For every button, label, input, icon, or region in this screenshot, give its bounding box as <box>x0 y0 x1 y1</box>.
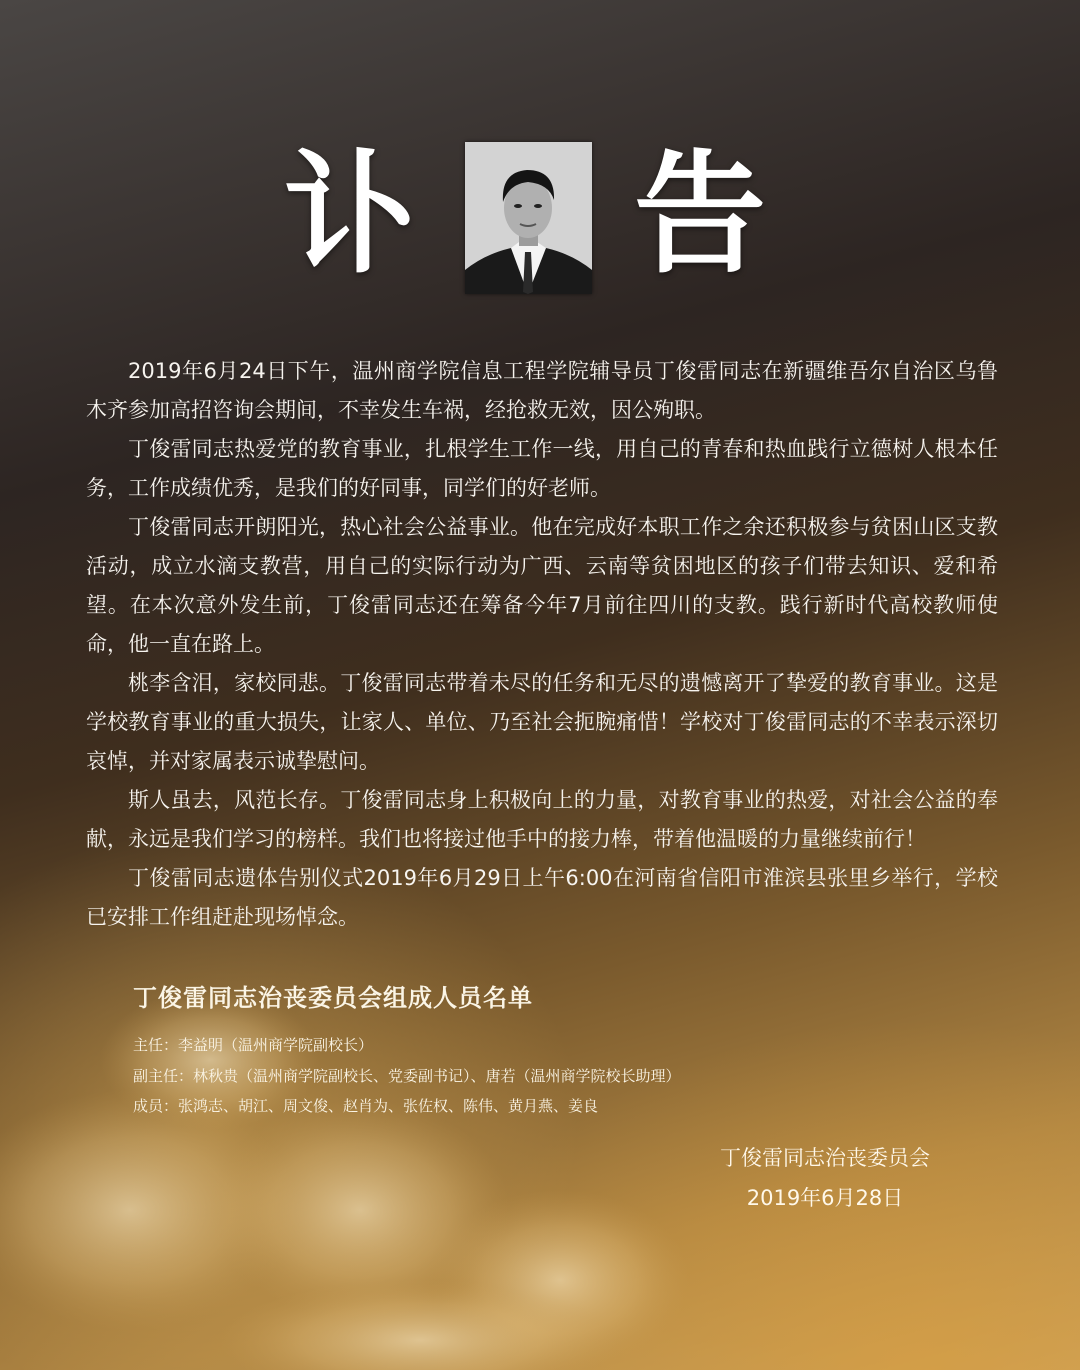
paragraph: 2019年6月24日下午，温州商学院信息工程学院辅导员丁俊雷同志在新疆维吾尔自治区乌鲁木齐参加高招咨询会期间，不幸发生车祸，经抢救无效，因公殉职。 <box>86 359 998 422</box>
paragraph: 丁俊雷同志遗体告别仪式2019年6月29日上午6:00在河南省信阳市淮滨县张里乡举行，学校已安排工作组赶赴现场悼念。 <box>86 866 998 929</box>
committee-chair: 主任：李益明（温州商学院副校长） <box>133 1036 374 1054</box>
paragraph: 丁俊雷同志热爱党的教育事业，扎根学生工作一线，用自己的青春和热血践行立德树人根本任务，工作成绩优秀，是我们的好同事，同学们的好老师。 <box>86 437 998 500</box>
signature-date: 2019年6月28日 <box>746 1186 904 1210</box>
portrait-photo <box>465 142 592 294</box>
committee-members: 成员：张鸿志、胡江、周文俊、赵肖为、张佐权、陈伟、黄月燕、姜良 <box>133 1097 599 1115</box>
title-char-left: 讣 <box>284 137 416 292</box>
obituary-body <box>86 352 998 937</box>
committee-heading: 丁俊雷同志治丧委员会组成人员名单 <box>133 983 533 1012</box>
paragraph: 斯人虽去，风范长存。丁俊雷同志身上积极向上的力量，对教育事业的热爱，对社会公益的奉献，永远是我们学习的榜样。我们也将接过他手中的接力棒，带着他温暖的力量继续前行！ <box>86 788 998 851</box>
title-char-right: 告 <box>634 137 766 292</box>
paragraph: 丁俊雷同志开朗阳光，热心社会公益事业。他在完成好本职工作之余还积极参与贫困山区支教活动，成立水滴支教营，用自己的实际行动为广西、云南等贫困地区的孩子们带去知识、爱和希望。在本次意外发生前，丁俊雷同志还在筹备今年7月前往四川的支教。践行新时代高校教师使命，他一直在路上。 <box>86 515 998 656</box>
paragraph: 桃李含泪，家校同悲。丁俊雷同志带着未尽的任务和无尽的遗憾离开了挚爱的教育事业。这是学校教育事业的重大损失，让家人、单位、乃至社会扼腕痛惜！学校对丁俊雷同志的不幸表示深切哀悼，并对家属表示诚挚慰问。 <box>86 671 998 773</box>
committee-vice-chairs: 副主任：林秋贵（温州商学院副校长、党委副书记）、唐若（温州商学院校长助理） <box>133 1067 681 1085</box>
signature-organization: 丁俊雷同志治丧委员会 <box>720 1146 930 1170</box>
